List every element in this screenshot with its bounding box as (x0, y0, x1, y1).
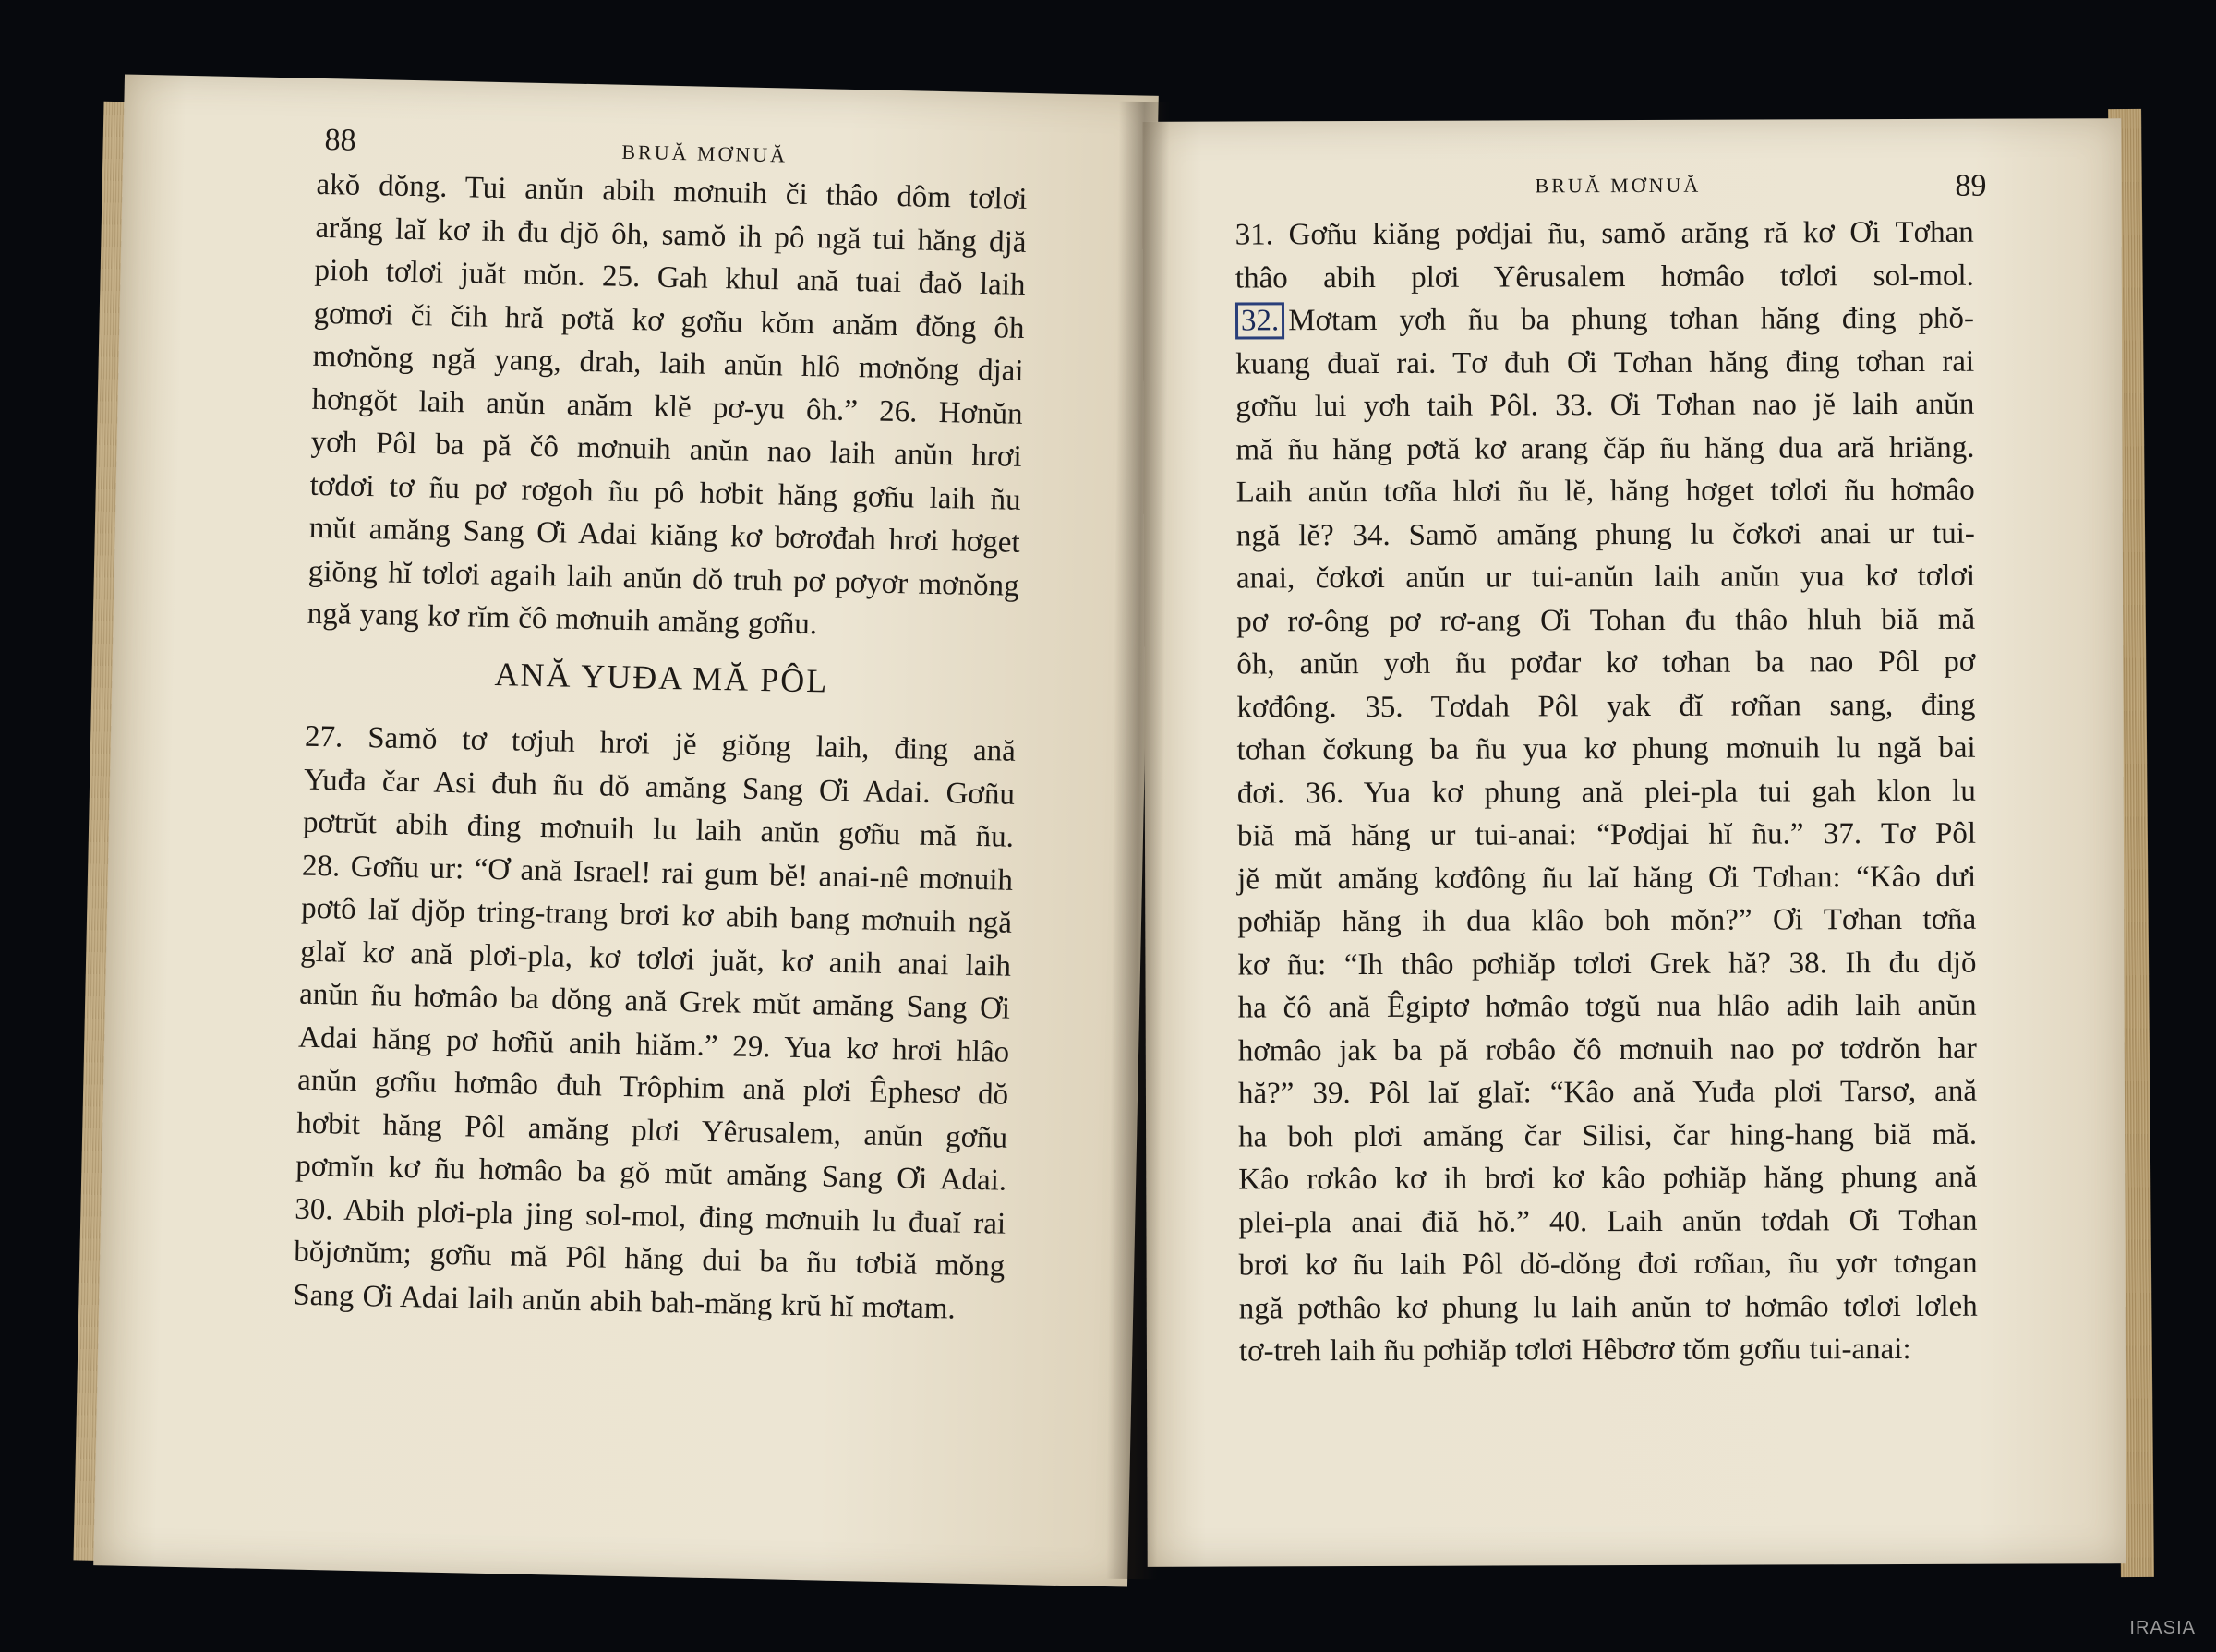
text-line: yơh Pôl ba pă čô mơnuih anŭn nao laih anŭn hrơi (310, 425, 1022, 474)
text-line: pơtô laĭ djŏp tring-trang brơi kơ abih bang mơnuih ngă (300, 891, 1013, 940)
right-text-block (1235, 211, 1978, 1373)
text-line: mŭt amăng Sang Ơi Adai kiăng kơ bơrơđah hrơi hơget (308, 511, 1020, 560)
text-line: Laih anŭn tơña hlơi ñu lĕ, hăng hơget tơlơi ñu hơmâo (1235, 473, 1975, 510)
text-line: anŭn gơñu hơmâo đuh Trôphim ană plơi Êphesơ dŏ (296, 1063, 1009, 1112)
text-line: 30. Abih plơi-pla jing sol-mol, đing mơnuih lu đuaĭ rai (294, 1192, 1006, 1241)
text-line: anŭn ñu hơmâo ba dŏng ană Grek mŭt amăng Sang Ơi (298, 977, 1011, 1026)
text-line: ngă lĕ? 34. Samŏ amăng phung lu čơkơi anai ur tui- (1235, 516, 1975, 553)
text-line: anai, čơkơi anŭn ur tui-anŭn laih anŭn yua kơ tơlơi (1235, 559, 1976, 596)
text-line: kơđông. 35. Tơdah Pôl yak đĭ rơñan sang, đing (1236, 688, 1976, 725)
text-line: kuang đuaĭ rai. Tơ đuh Ơi Tơhan hăng đing tơhan rai (1235, 344, 1975, 381)
text-line: arăng laĭ kơ ih đu djŏ ôh, samŏ ih pô ngă tui hăng djă (315, 211, 1027, 259)
text-line (1235, 297, 1974, 343)
text-line: bŏjơnŭm; gơñu mă Pôl hăng dui ba ñu tơbiă mŏng (293, 1235, 1006, 1284)
text-line: hơbit hăng Pôl amăng plơi Yêrusalem, anŭn gơñu (295, 1106, 1008, 1155)
text-line: gơmơi či čih hră pơtă kơ gơñu kŏm anăm đŏng ôh (313, 296, 1025, 345)
text-line: mơnŏng ngă yang, drah, laih anŭn hlô mơnŏng djai (312, 339, 1024, 388)
text-line: kơ ñu: “Ih thâo pơhiăp tơlơi Grek hă? 38. Ih đu djŏ (1237, 946, 1977, 983)
text-line: pioh tơlơi juăt mŏn. 25. Gah khul ană tuai đaŏ laih (314, 253, 1026, 302)
text-line: ha čô ană Êgiptơ hơmâo tơgŭ nua hlâo adih laih anŭn (1237, 988, 1977, 1025)
verse-marker-box: 32. (1235, 302, 1284, 339)
text-line: akŏ dŏng. Tui anŭn abih mơnuih či thâo dôm tơlơi (316, 167, 1028, 216)
text-line-content: Mơtam yơh ñu ba phung tơhan hăng đing phŏ- (1288, 301, 1975, 338)
text-line: hă?” 39. Pôl laĭ glaĭ: “Kâo ană Yuđa plơi Tarsơ, ană (1237, 1074, 1978, 1111)
text-line: brơi kơ ñu laih Pôl dŏ-dŏng đơi rơñan, ñu yơr tơngan (1238, 1246, 1978, 1283)
running-head: BRUĂ MƠNUĂ (1535, 173, 1702, 198)
text-line: hơngŏt laih anŭn anăm klĕ pơ-yu ôh.” 26. Hơnŭn (311, 382, 1023, 431)
text-line: ôh, anŭn yơh ñu pơđar kơ tơhan ba nao Pôl pơ (1236, 645, 1976, 681)
text-line: 27. Samŏ tơ tơjuh hrơi jĕ giŏng laih, đing ană (304, 719, 1017, 768)
running-head: BRUĂ MƠNUĂ (621, 139, 789, 167)
text-line: 31. Gơñu kiăng pơdjai ñu, samŏ arăng ră kơ Ơi Tơhan (1234, 215, 1974, 252)
text-line: pơhiăp hăng ih dua klâo boh mŏn?” Ơi Tơhan tơña (1237, 902, 1977, 939)
page-number: 88 (324, 123, 356, 158)
text-line: đơi. 36. Yua kơ phung ană plei-pla tui gah klon lu (1236, 774, 1976, 811)
text-line: Yuđa čar Asi đuh ñu dŏ amăng Sang Ơi Adai. Gơñu (303, 763, 1016, 812)
text-line: giŏng hĭ tơlơi agaih laih anŭn dŏ truh pơ pơyơr mơnŏng (307, 554, 1020, 603)
text-line: hơmâo jak ba pă rơbâo čô mơnuih nao pơ tơdrŏn har (1237, 1031, 1977, 1067)
text-line: tơ-treh laih ñu pơhiăp tơlơi Hêbơrơ tŏm gơñu tui-anai: (1238, 1332, 1911, 1369)
text-line: glaĭ kơ ană plơi-pla, kơ tơlơi juăt, kơ anih anai laih (299, 935, 1012, 983)
text-line: 28. Gơñu ur: “Ơ ană Israel! rai gum bĕ! anai-nê mơnuih (301, 849, 1014, 898)
text-line: Kâo rơkâo kơ ih brơi kơ kâo pơhiăp hăng phung ană (1238, 1160, 1978, 1197)
text-line: ha boh plơi amăng čar Silisi, čar hing-hang biă mă. (1238, 1117, 1978, 1153)
text-line: biă mă hăng ur tui-anai: “Pơdjai hĭ ñu.” 37. Tơ Pôl (1236, 816, 1977, 853)
text-line: plei-pla anai điă hŏ.” 40. Laih anŭn tơdah Ơi Tơhan (1238, 1203, 1978, 1239)
text-line: mă ñu hăng pơtă kơ arang čăp ñu hăng dua ară hriăng. (1235, 430, 1975, 467)
left-page (93, 74, 1159, 1586)
text-line: Sang Ơi Adai laih anŭn abih bah-măng krŭ hĭ mơtam. (293, 1278, 957, 1326)
text-line: pơ rơ-ông pơ rơ-ang Ơi Tohan đu thâo hluh biă mă (1236, 602, 1976, 639)
left-text-block-2 (293, 716, 1016, 1332)
section-heading: ANĂ YUĐA MĂ PÔL (494, 655, 829, 700)
text-line: Adai hăng pơ hơñŭ anih hiăm.” 29. Yua kơ hrơi hlâo (297, 1020, 1010, 1069)
text-line: tơhan čơkung ba ñu yua kơ phung mơnuih lu ngă bai (1236, 730, 1976, 767)
text-line: pơtrŭt abih đing mơnuih lu laih anŭn gơñu mă ñu. (302, 805, 1015, 854)
text-line: thâo abih plơi Yêrusalem hơmâo tơlơi sol-mol. (1234, 259, 1974, 295)
text-line: ngă yang kơ rĭm čô mơnuih amăng gơñu. (307, 597, 818, 642)
watermark: IRASIA (2129, 1618, 2196, 1638)
text-line: pơmĭn kơ ñu hơmâo ba gŏ mŭt amăng Sang Ơi Adai. (295, 1149, 1007, 1198)
left-text-block (307, 163, 1028, 651)
text-line: gơñu lui yơh taih Pôl. 33. Ơi Tơhan nao jĕ laih anŭn (1235, 387, 1975, 424)
text-line: jĕ mŭt amăng kơđông ñu laĭ hăng Ơi Tơhan: “Kâo dưi (1237, 860, 1977, 897)
page-number: 89 (1955, 168, 1987, 203)
right-page (1142, 118, 2126, 1567)
text-line: tơdơi tơ ñu pơ rơgoh ñu pô hơbit hăng gơñu laih ñu (309, 468, 1021, 517)
text-line: ngă pơthâo kơ phung lu laih anŭn tơ hơmâo tơlơi lơleh (1238, 1289, 1978, 1325)
